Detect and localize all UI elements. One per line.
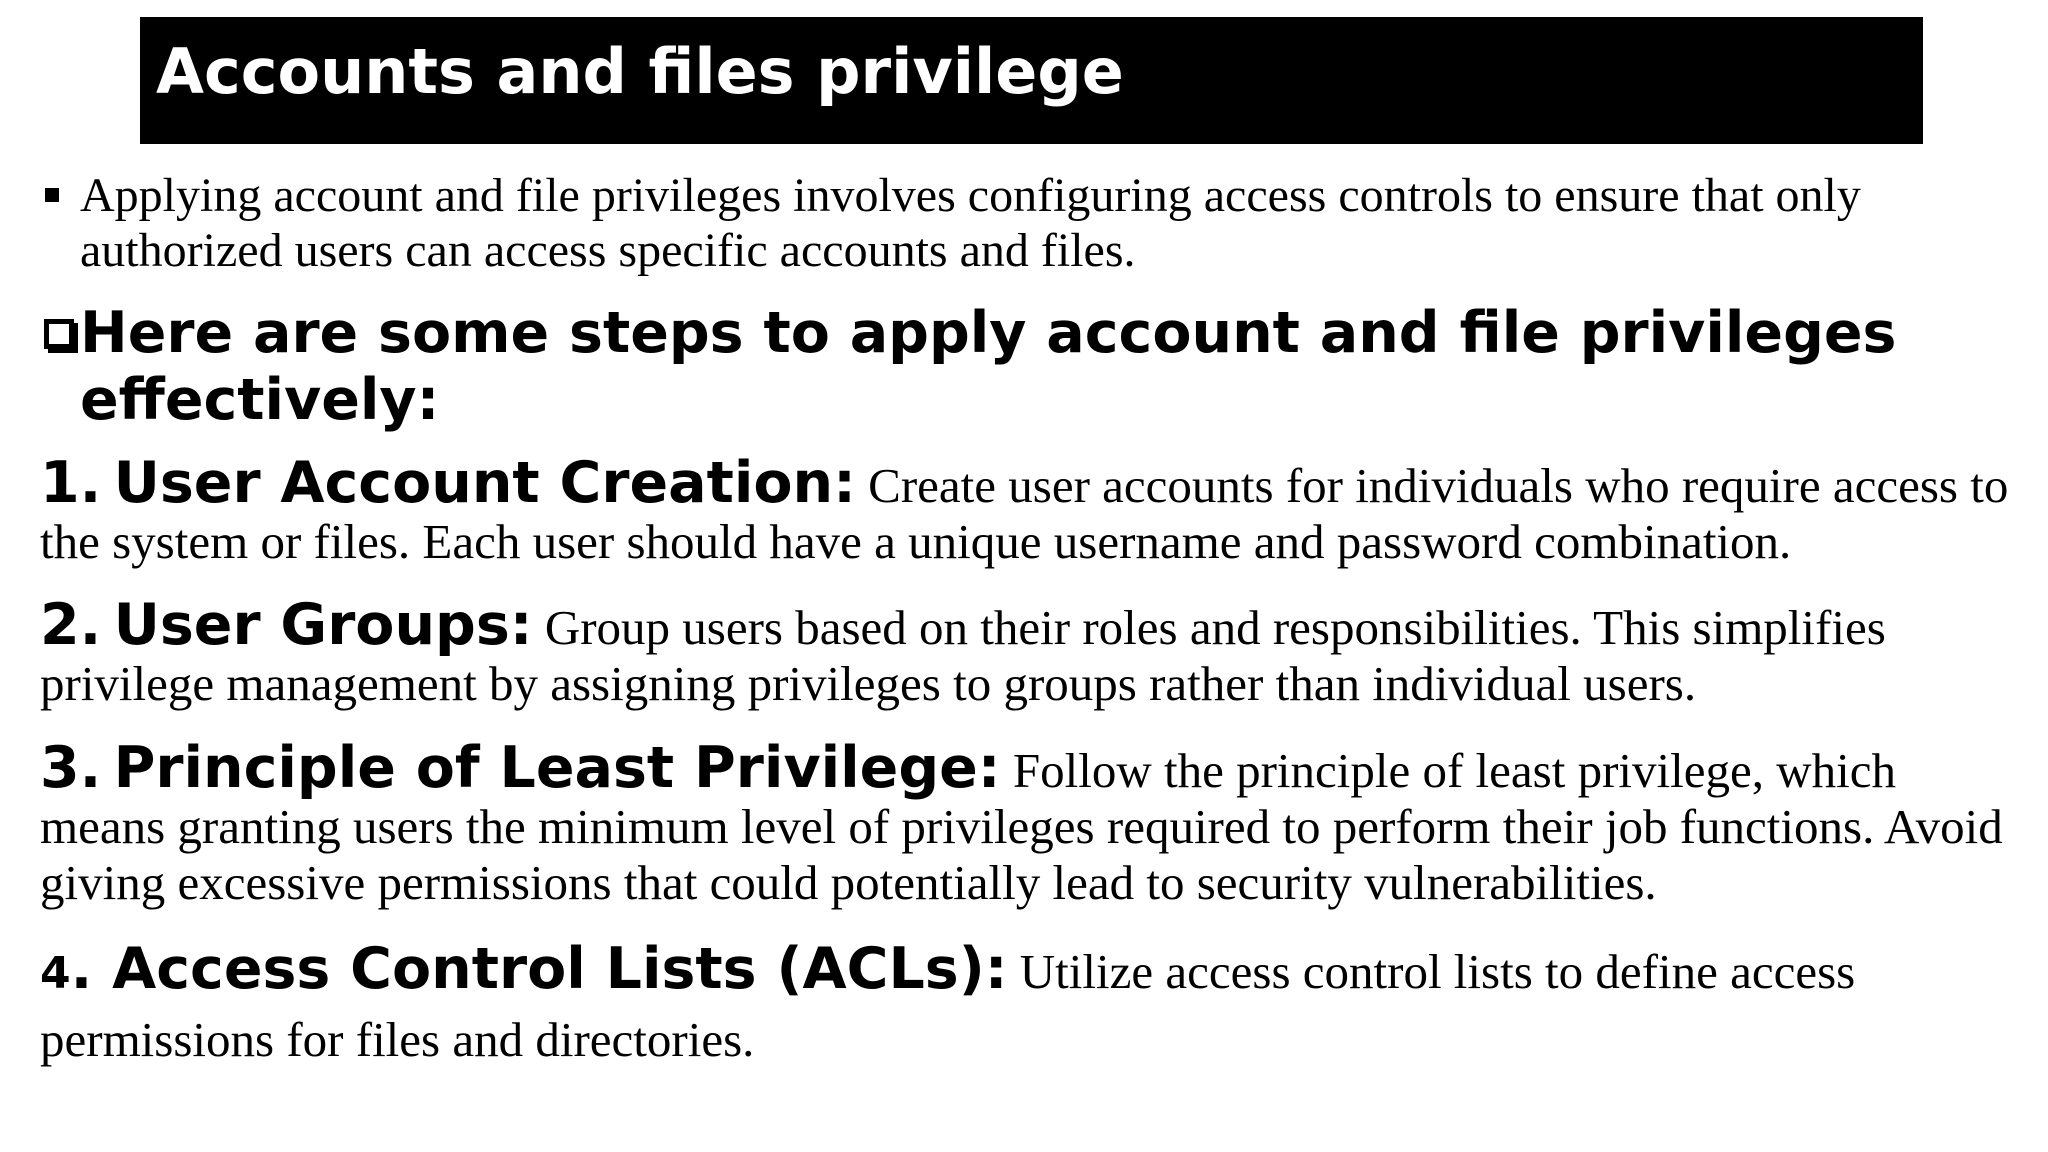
checkbox-bullet-icon bbox=[44, 319, 74, 349]
step-item bbox=[40, 936, 2030, 1073]
step-text: Group users based on their roles and responsibilities. This simplifies privilege management by assigning privileges to groups rather than individual users. bbox=[40, 600, 1886, 711]
steps-heading-line1: Here are some steps to apply account and file privileges bbox=[80, 300, 1897, 366]
step-number: 1. bbox=[40, 450, 102, 516]
step-number: 3. bbox=[40, 735, 102, 801]
page-title: Accounts and files privilege bbox=[156, 35, 1124, 108]
step-label: User Groups: bbox=[113, 592, 533, 658]
steps-heading-line2: effectively: bbox=[80, 367, 440, 433]
square-bullet-icon bbox=[45, 188, 59, 202]
step-item bbox=[40, 592, 2030, 712]
steps-heading bbox=[44, 300, 2004, 434]
step-label: User Account Creation: bbox=[113, 450, 856, 516]
step-number: 4 bbox=[40, 948, 71, 999]
step-item bbox=[40, 735, 2030, 911]
step-label: . Access Control Lists (ACLs): bbox=[70, 936, 1008, 1002]
step-text: Follow the principle of least privilege, which means granting users the minimum level of privileges required to perform their job functions. Avoid giving excessive permissions that could potentially lead to security vulnerabilities. bbox=[40, 743, 2003, 910]
step-text: Create user accounts for individuals who require access to the system or files. Each user should have a unique username and password combination. bbox=[40, 458, 2009, 569]
step-number: 2. bbox=[40, 592, 102, 658]
step-item bbox=[40, 450, 2030, 570]
step-text: Utilize access control lists to define access permissions for files and directories. bbox=[40, 944, 1856, 1067]
intro-bullet-text: Applying account and file privileges involves configuring access controls to ensure that only authorized users can access specific accounts and files. bbox=[80, 169, 1861, 277]
title-bar bbox=[140, 17, 1923, 144]
intro-bullet bbox=[40, 168, 2020, 278]
step-label: Principle of Least Privilege: bbox=[113, 735, 1001, 801]
